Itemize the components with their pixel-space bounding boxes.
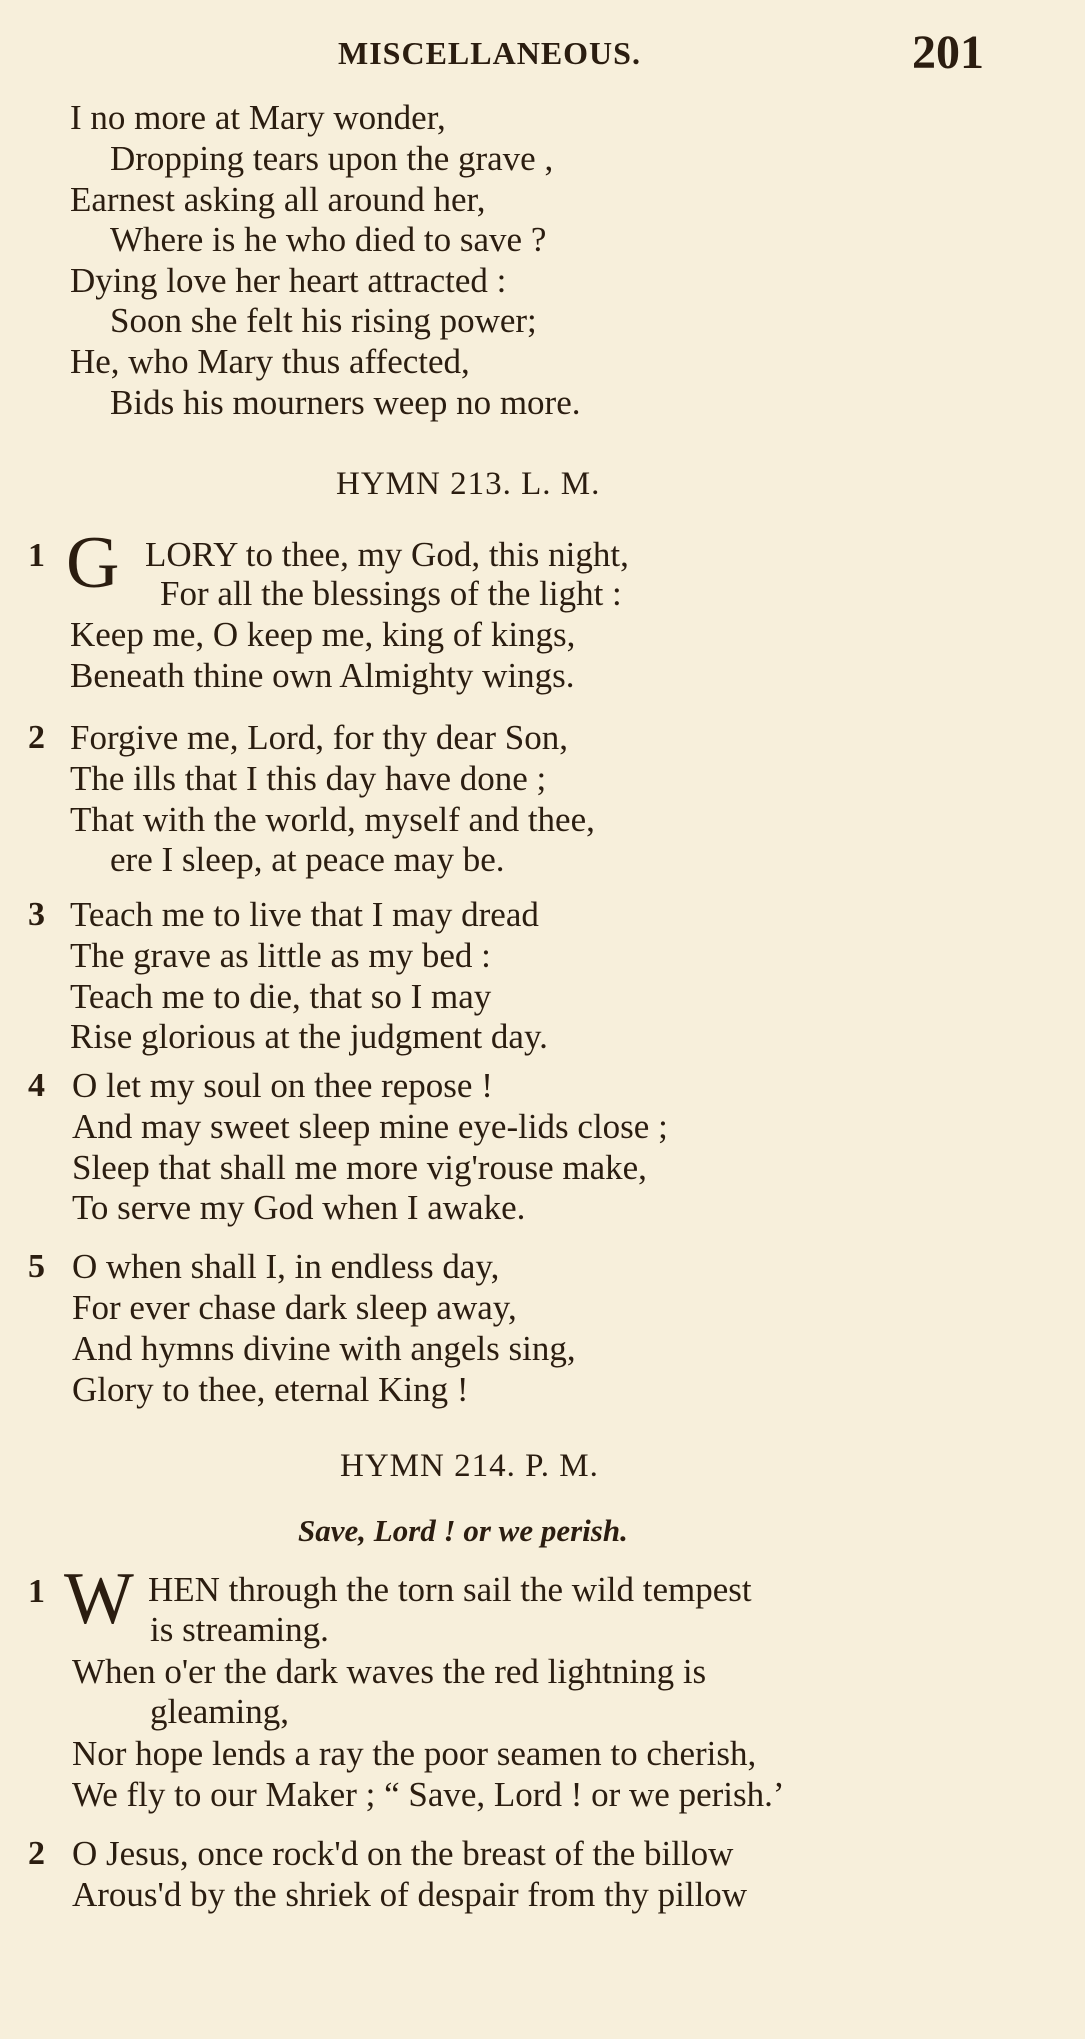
verse-line: O let my soul on thee repose ! [72,1066,493,1105]
verse-line: ere I sleep, at peace may be. [110,840,505,879]
verse-line: To serve my God when I awake. [72,1188,526,1227]
verse-line: Earnest asking all around her, [70,180,486,219]
page-number: 201 [912,26,984,79]
verse-line: Teach me to die, that so I may [70,977,492,1016]
hymn-214-subtitle: Save, Lord ! or we perish. [298,1513,628,1548]
verse-line: That with the world, myself and thee, [70,800,595,839]
hymn-213-title: HYMN 213. L. M. [336,466,601,502]
verse-line: We fly to our Maker ; “ Save, Lord ! or we perish.’ [72,1775,785,1814]
verse-number: 1 [28,537,45,574]
verse-line: He, who Mary thus affected, [70,342,470,381]
drop-cap: W [64,1558,134,1640]
verse-line: When o'er the dark waves the red lightning is [72,1652,707,1691]
verse-line: Arous'd by the shriek of despair from thy pillow [72,1875,748,1914]
verse-line: gleaming, [150,1692,289,1731]
verse-line: is streaming. [150,1610,329,1649]
verse-line: Nor hope lends a ray the poor seamen to cherish, [72,1734,757,1773]
verse-line: For ever chase dark sleep away, [72,1288,517,1327]
hymn-214-title: HYMN 214. P. M. [340,1448,599,1484]
verse-number: 2 [28,719,45,756]
verse-line: Sleep that shall me more vig'rouse make, [72,1148,647,1187]
verse-line: Glory to thee, eternal King ! [72,1370,469,1409]
verse-number: 5 [28,1248,45,1285]
verse-line: Soon she felt his rising power; [110,301,537,340]
verse-line: And may sweet sleep mine eye-lids close ; [72,1107,668,1146]
running-header-title: MISCELLANEOUS. [338,35,641,71]
verse-line: I no more at Mary wonder, [70,98,446,137]
verse-line: Dying love her heart attracted : [70,261,507,300]
drop-cap: G [66,522,120,604]
verse-line: LORY to thee, my God, this night, [145,535,629,574]
verse-number: 2 [28,1835,45,1872]
verse-line: O Jesus, once rock'd on the breast of the billow [72,1834,734,1873]
verse-line: Beneath thine own Almighty wings. [70,656,575,695]
verse-line: Dropping tears upon the grave , [110,139,554,178]
verse-line: Where is he who died to save ? [110,220,547,259]
verse-line: The grave as little as my bed : [70,936,491,975]
verse-line: Teach me to live that I may dread [70,895,539,934]
verse-number: 4 [28,1067,45,1104]
verse-line: Bids his mourners weep no more. [110,383,581,422]
verse-line: Keep me, O keep me, king of kings, [70,615,576,654]
verse-line: The ills that I this day have done ; [70,759,547,798]
verse-number: 3 [28,896,45,933]
verse-line: And hymns divine with angels sing, [72,1329,576,1368]
verse-line: HEN through the torn sail the wild tempest [148,1570,752,1609]
verse-line: O when shall I, in endless day, [72,1247,500,1286]
verse-number: 1 [28,1573,45,1610]
verse-line: Rise glorious at the judgment day. [70,1017,548,1056]
verse-line: Forgive me, Lord, for thy dear Son, [70,718,569,757]
verse-line: For all the blessings of the light : [160,574,622,613]
